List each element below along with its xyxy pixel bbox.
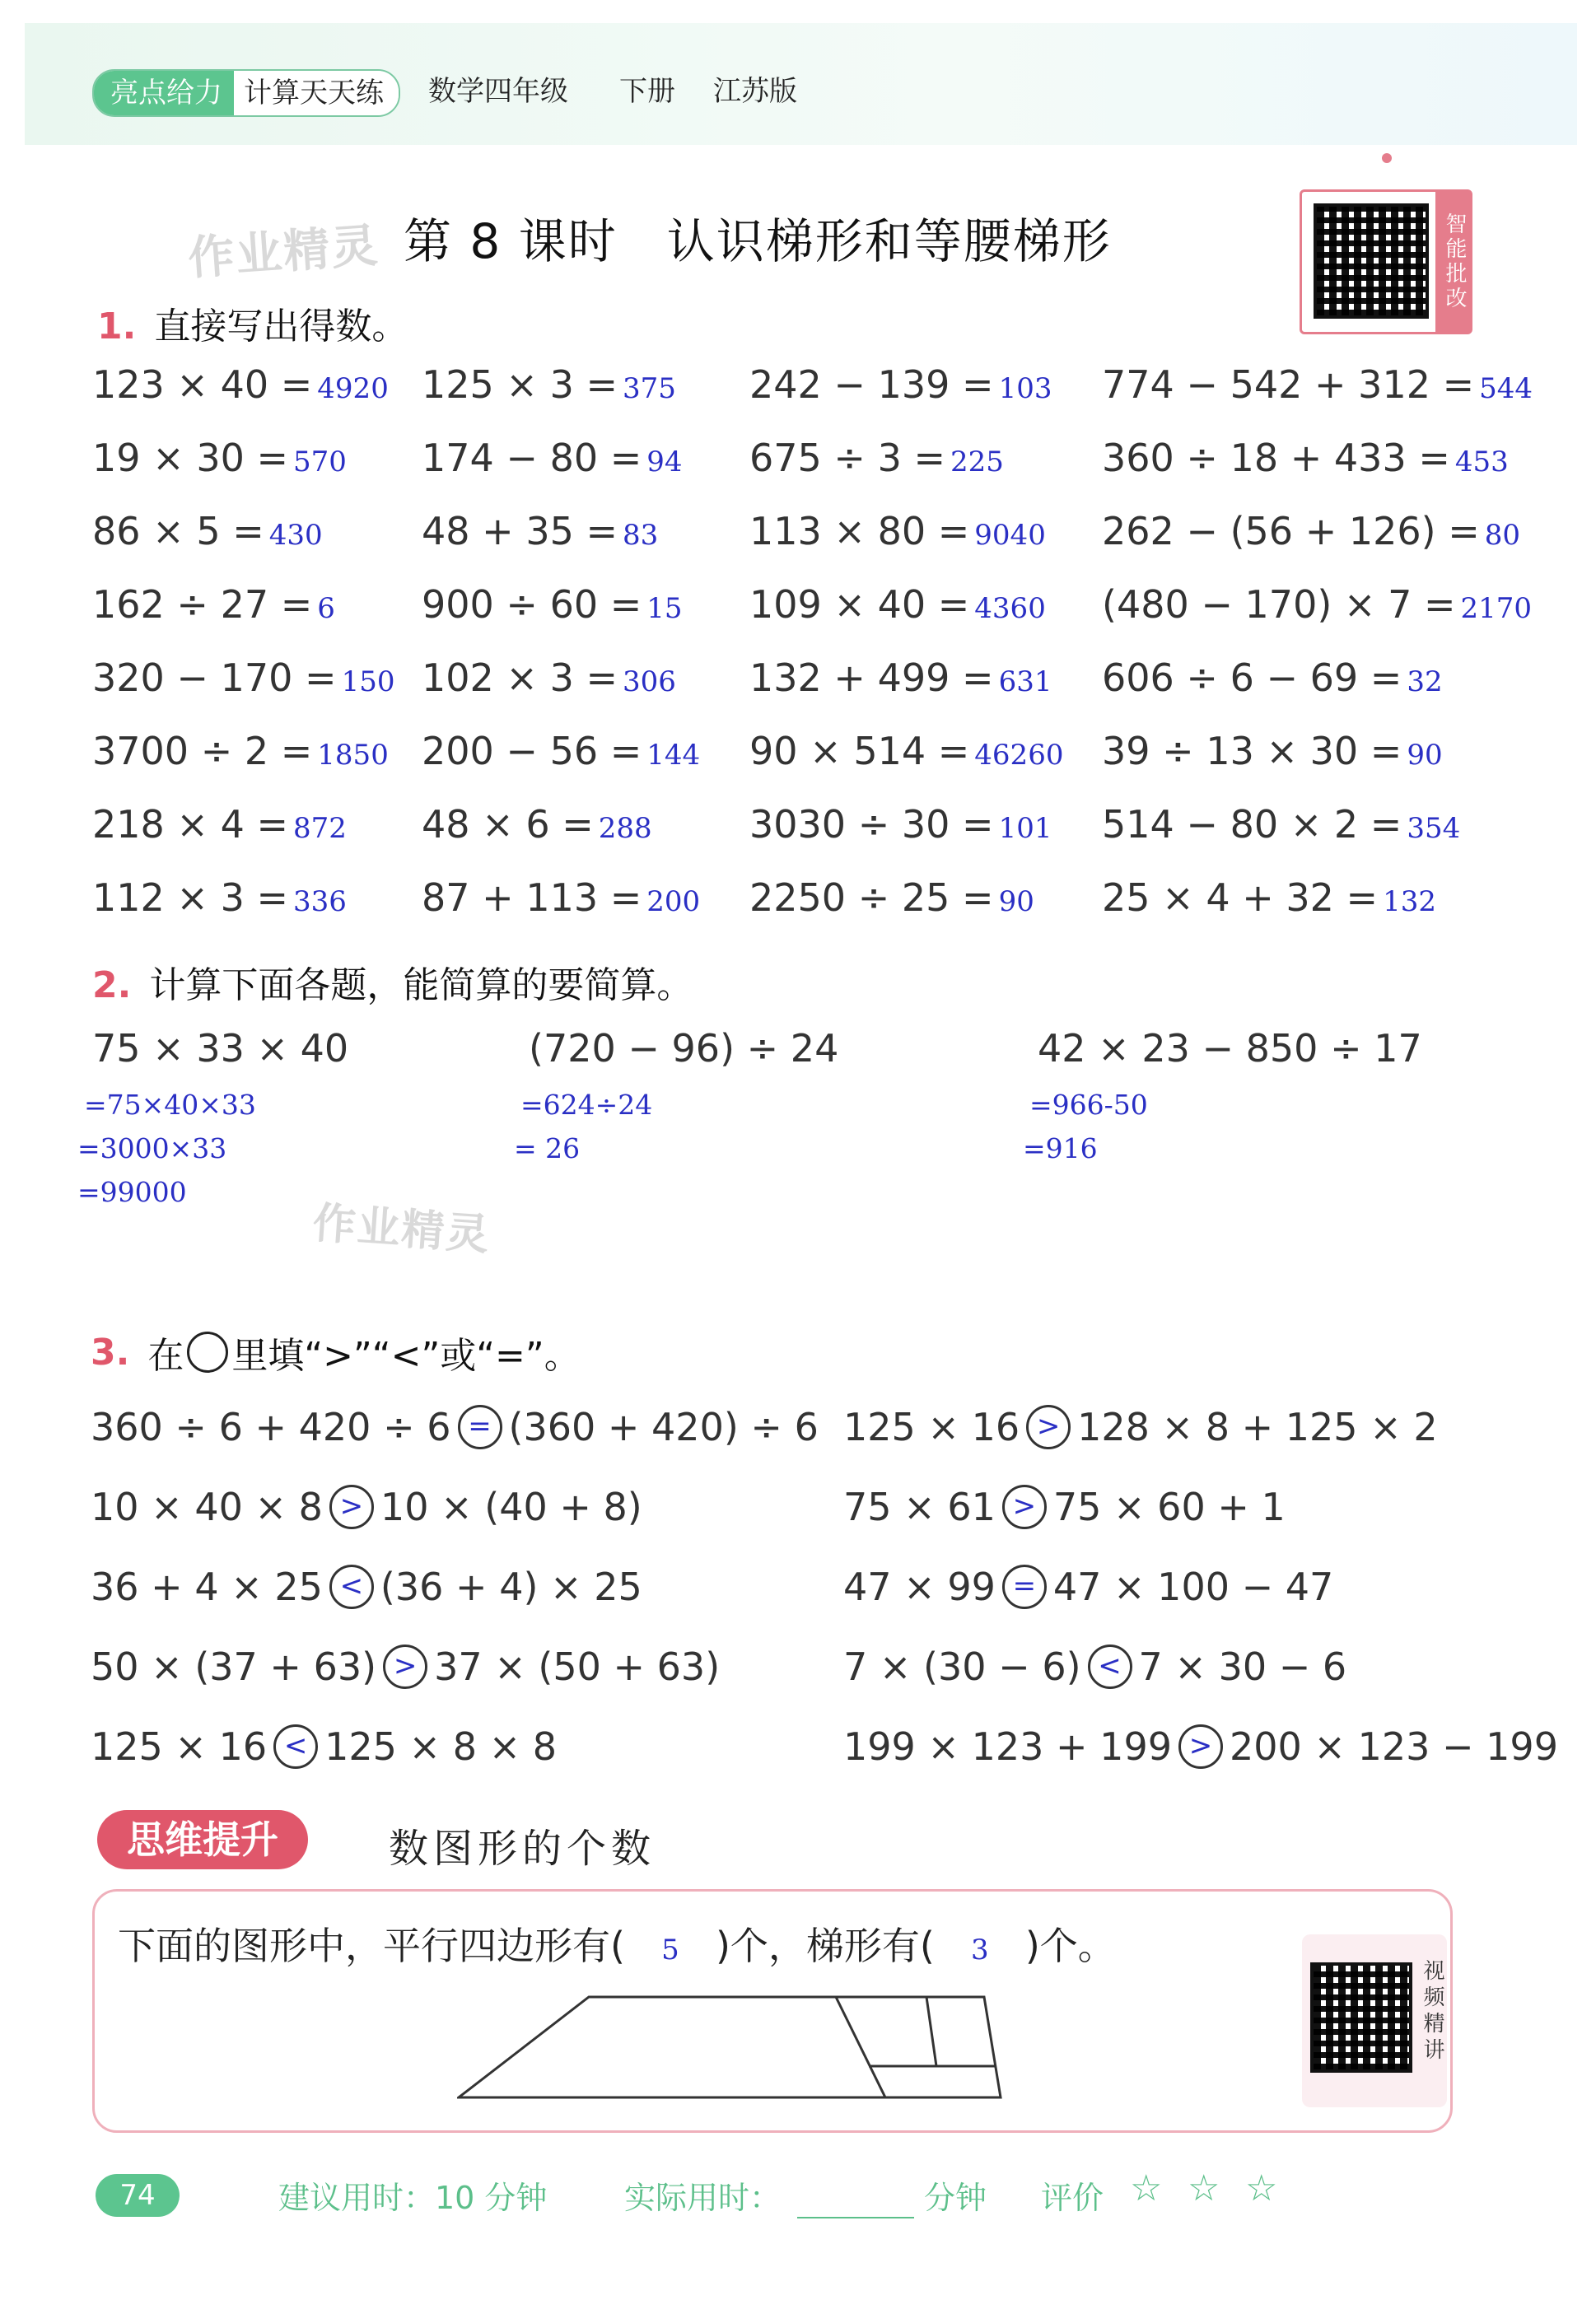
equation-text: 123 × 40 = — [92, 362, 313, 407]
equation — [422, 582, 683, 627]
compare-circle: > — [1026, 1405, 1071, 1449]
equation-text: 90 × 514 = — [749, 729, 970, 773]
watermark: 作业精灵 — [310, 1198, 492, 1261]
equation — [422, 802, 652, 847]
answer-text: 453 — [1454, 446, 1509, 478]
equation-text: 113 × 80 = — [749, 509, 970, 553]
equation — [749, 875, 1034, 920]
question-text: 下面的图形中，平行四边形有( — [118, 1924, 625, 1968]
left-expression: 360 ÷ 6 + 420 ÷ 6 — [91, 1405, 451, 1449]
equation — [422, 436, 683, 480]
equation — [1102, 362, 1533, 407]
watermark: 作业精灵 — [186, 218, 381, 287]
equation-text: 19 × 30 = — [92, 436, 289, 480]
page-number: 74 — [96, 2174, 180, 2217]
equation-text: (480 − 170) × 7 = — [1102, 582, 1456, 627]
equation — [1102, 582, 1532, 627]
equation — [749, 655, 1052, 700]
qr-card-top[interactable] — [1300, 189, 1472, 334]
work-step: =916 — [1023, 1132, 1098, 1164]
rating-label: 评价 — [1041, 2180, 1104, 2216]
compare-circle: > — [329, 1485, 374, 1529]
left-expression: 47 × 99 — [843, 1565, 996, 1609]
answer-text: 101 — [998, 812, 1052, 845]
compare-circle: = — [1002, 1565, 1047, 1609]
actual-time-blank[interactable] — [797, 2217, 914, 2218]
equation — [1102, 509, 1520, 553]
equation-text: 675 ÷ 3 = — [749, 436, 946, 480]
equation-text: 320 − 170 = — [92, 655, 337, 700]
compare-circle: < — [1088, 1645, 1132, 1689]
equation-text: 3700 ÷ 2 = — [92, 729, 313, 773]
equation-text: 25 × 4 + 32 = — [1102, 875, 1379, 920]
equation-text: 262 − (56 + 126) = — [1102, 509, 1480, 553]
section-title-post: 里填“>”“<”或“=”。 — [231, 1335, 581, 1377]
equation — [749, 729, 1063, 773]
answer-text: 6 — [317, 592, 335, 625]
equation — [1102, 875, 1436, 920]
brand-label: 亮点给力 — [94, 71, 234, 115]
section-2-heading — [92, 955, 693, 1008]
answer-text: 288 — [598, 812, 652, 845]
answer-text: 132 — [1383, 885, 1436, 918]
series-label: 计算天天练 — [234, 71, 399, 115]
answer-text: 225 — [950, 446, 1004, 478]
equation — [92, 729, 389, 773]
equation-text: 900 ÷ 60 = — [422, 582, 642, 627]
star-icon[interactable]: ☆ — [1130, 2167, 1163, 2209]
answer-text: 46260 — [974, 739, 1064, 772]
section-1-heading — [97, 296, 408, 349]
equation-text: 109 × 40 = — [749, 582, 970, 627]
equation-text: 200 − 56 = — [422, 729, 642, 773]
minute-unit: 分钟 — [924, 2180, 987, 2216]
answer-text: 544 — [1479, 372, 1533, 405]
answer-text: 9040 — [974, 519, 1046, 552]
section-number: 2. — [92, 964, 132, 1006]
comparison-item — [843, 1724, 1558, 1769]
shape-figure — [457, 1974, 1009, 2106]
compare-circle: > — [383, 1645, 427, 1689]
equation-text: 112 × 3 = — [92, 875, 289, 920]
right-expression: (36 + 4) × 25 — [380, 1565, 642, 1609]
left-expression: 50 × (37 + 63) — [91, 1645, 377, 1689]
problem-expression: 42 × 23 − 850 ÷ 17 — [1038, 1026, 1422, 1071]
equation-text: 606 ÷ 6 − 69 = — [1102, 655, 1402, 700]
work-step: =966-50 — [1029, 1089, 1148, 1121]
answer-text: 570 — [293, 446, 347, 478]
left-expression: 125 × 16 — [91, 1724, 268, 1769]
right-expression: 47 × 100 − 47 — [1052, 1565, 1334, 1609]
inner-line — [836, 1997, 885, 2097]
hang-dot — [1382, 153, 1392, 163]
compare-circle: > — [1002, 1485, 1047, 1529]
answer-text: 32 — [1407, 665, 1443, 698]
equation — [1102, 436, 1509, 480]
work-step: =99000 — [77, 1176, 187, 1208]
think-badge: 思维提升 — [97, 1810, 308, 1869]
problem-expression: 75 × 33 × 40 — [92, 1026, 349, 1071]
left-expression: 199 × 123 + 199 — [843, 1724, 1172, 1769]
section-title: 直接写出得数。 — [154, 306, 408, 348]
subject-label: 数学四年级 — [428, 75, 568, 108]
equation — [422, 729, 700, 773]
equation — [92, 436, 347, 480]
work-step: =3000×33 — [77, 1132, 227, 1164]
right-expression: (360 + 420) ÷ 6 — [508, 1405, 819, 1449]
lesson-title: 第 8 课时 认识梯形和等腰梯形 — [404, 213, 1112, 269]
equation-text: 87 + 113 = — [422, 875, 642, 920]
think-topic: 数图形的个数 — [389, 1826, 656, 1872]
right-expression: 10 × (40 + 8) — [380, 1485, 642, 1529]
equation — [92, 362, 389, 407]
equation-text: 162 ÷ 27 = — [92, 582, 313, 627]
suggested-time: 建议用时：10 分钟 — [278, 2180, 548, 2216]
left-expression: 75 × 61 — [843, 1485, 996, 1529]
qr-label-top: 智能批改 — [1435, 192, 1470, 332]
work-step: =75×40×33 — [84, 1089, 256, 1121]
equation-text: 2250 ÷ 25 = — [749, 875, 994, 920]
compare-circle: > — [1178, 1724, 1223, 1769]
left-expression: 7 × (30 − 6) — [843, 1645, 1081, 1689]
equation — [92, 509, 323, 553]
equation-text: 86 × 5 = — [92, 509, 264, 553]
equation — [422, 362, 676, 407]
equation-text: 774 − 542 + 312 = — [1102, 362, 1475, 407]
comparison-item — [91, 1565, 642, 1609]
problem-expression: (720 − 96) ÷ 24 — [529, 1026, 839, 1071]
equation-text: 360 ÷ 18 + 433 = — [1102, 436, 1450, 480]
qr-label-bottom: 视频精讲 — [1420, 1959, 1444, 2064]
comparison-item — [843, 1565, 1333, 1609]
equation-text: 3030 ÷ 30 = — [749, 802, 994, 847]
section-title-pre: 在 — [147, 1335, 184, 1377]
qr-card-bottom[interactable] — [1302, 1934, 1447, 2107]
section-number: 1. — [97, 306, 137, 348]
think-question — [118, 1916, 1116, 1971]
answer-text: 306 — [623, 665, 676, 698]
question-text: )个。 — [1024, 1924, 1116, 1968]
think-box — [92, 1889, 1453, 2133]
equation — [749, 802, 1052, 847]
answer-text: 150 — [341, 665, 395, 698]
answer-parallelogram: 5 — [661, 1934, 679, 1966]
comparison-item — [843, 1405, 1438, 1449]
right-expression: 128 × 8 + 125 × 2 — [1077, 1405, 1438, 1449]
compare-circle: = — [458, 1405, 502, 1449]
equation-text: 218 × 4 = — [92, 802, 289, 847]
actual-time-label: 实际用时： — [624, 2180, 782, 2216]
equation — [1102, 655, 1443, 700]
comparison-item — [91, 1485, 642, 1529]
answer-text: 336 — [293, 885, 347, 918]
answer-text: 80 — [1484, 519, 1521, 552]
left-expression: 36 + 4 × 25 — [91, 1565, 323, 1609]
star-icon[interactable]: ☆ — [1245, 2167, 1278, 2209]
blank-circle-icon — [187, 1332, 228, 1373]
equation — [92, 875, 347, 920]
answer-text: 354 — [1407, 812, 1461, 845]
answer-text: 375 — [623, 372, 676, 405]
answer-text: 872 — [293, 812, 347, 845]
equation-text: 102 × 3 = — [422, 655, 618, 700]
work-step: = 26 — [514, 1132, 581, 1164]
answer-text: 94 — [646, 446, 683, 478]
answer-text: 200 — [646, 885, 701, 918]
comparison-item — [843, 1645, 1346, 1689]
work-step: =624÷24 — [520, 1089, 653, 1121]
outer-trapezoid — [459, 1997, 1001, 2097]
brand-pill — [92, 69, 400, 117]
equation-text: 514 − 80 × 2 = — [1102, 802, 1402, 847]
right-expression: 200 × 123 − 199 — [1229, 1724, 1558, 1769]
equation — [749, 362, 1052, 407]
answer-text: 90 — [1407, 739, 1443, 772]
answer-text: 631 — [998, 665, 1052, 698]
answer-text: 430 — [268, 519, 323, 552]
inner-line — [926, 1997, 936, 2066]
right-expression: 37 × (50 + 63) — [434, 1645, 721, 1689]
answer-text: 144 — [646, 739, 701, 772]
compare-circle: < — [273, 1724, 318, 1769]
star-icon[interactable]: ☆ — [1188, 2167, 1220, 2209]
equation — [422, 875, 700, 920]
answer-text: 1850 — [317, 739, 389, 772]
equation — [749, 436, 1004, 480]
equation — [92, 655, 394, 700]
answer-trapezoid: 3 — [971, 1934, 989, 1966]
equation-text: 48 × 6 = — [422, 802, 594, 847]
equation-text: 39 ÷ 13 × 30 = — [1102, 729, 1402, 773]
right-expression: 75 × 60 + 1 — [1052, 1485, 1286, 1529]
edition-label: 江苏版 — [713, 75, 797, 108]
equation-text: 125 × 3 = — [422, 362, 618, 407]
section-number: 3. — [91, 1331, 130, 1374]
question-text: )个，梯形有( — [715, 1924, 935, 1968]
compare-circle: < — [329, 1565, 374, 1609]
volume-label: 下册 — [619, 75, 675, 108]
qr-code-icon[interactable] — [1310, 1962, 1412, 2073]
equation-text: 48 + 35 = — [422, 509, 618, 553]
answer-text: 83 — [623, 519, 659, 552]
comparison-item — [91, 1645, 720, 1689]
right-expression: 7 × 30 − 6 — [1138, 1645, 1347, 1689]
equation — [1102, 729, 1443, 773]
answer-text: 4920 — [317, 372, 389, 405]
section-3-heading — [91, 1326, 581, 1379]
equation — [1102, 802, 1460, 847]
equation-text: 132 + 499 = — [749, 655, 994, 700]
equation — [749, 509, 1046, 553]
left-expression: 125 × 16 — [843, 1405, 1020, 1449]
left-expression: 10 × 40 × 8 — [91, 1485, 323, 1529]
qr-code-icon[interactable] — [1314, 203, 1429, 319]
answer-text: 15 — [646, 592, 683, 625]
section-title: 计算下面各题，能简算的要简算。 — [149, 964, 693, 1006]
answer-text: 2170 — [1460, 592, 1533, 625]
equation-text: 174 − 80 = — [422, 436, 642, 480]
right-expression: 125 × 8 × 8 — [324, 1724, 558, 1769]
answer-text: 4360 — [974, 592, 1046, 625]
equation — [92, 802, 347, 847]
comparison-item — [91, 1405, 819, 1449]
equation — [422, 655, 676, 700]
equation — [422, 509, 658, 553]
equation — [92, 582, 335, 627]
equation — [749, 582, 1046, 627]
comparison-item — [843, 1485, 1286, 1529]
answer-text: 90 — [998, 885, 1034, 918]
equation-text: 242 − 139 = — [749, 362, 994, 407]
comparison-item — [91, 1724, 557, 1769]
answer-text: 103 — [998, 372, 1052, 405]
